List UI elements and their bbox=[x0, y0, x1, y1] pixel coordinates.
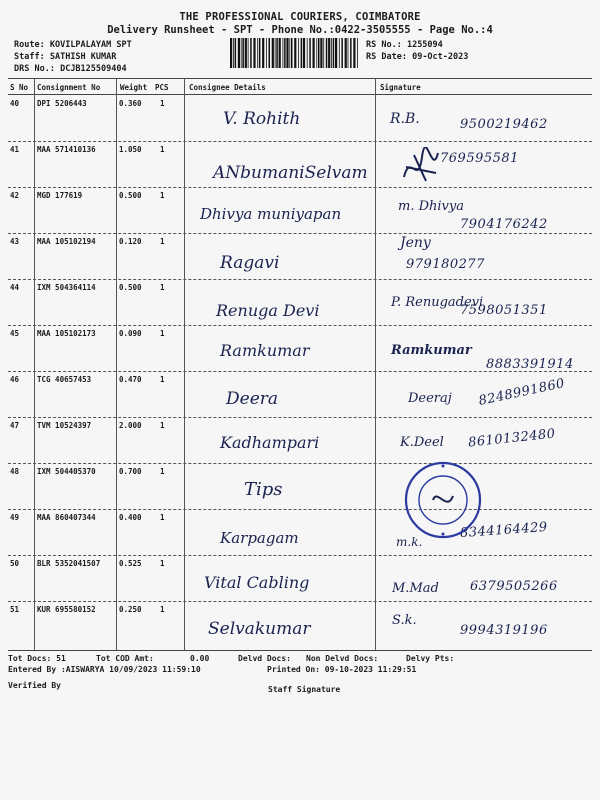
staff-label: Staff: bbox=[14, 52, 45, 62]
row-phone: 9500219462 bbox=[460, 117, 548, 132]
drs-label: DRS No.: bbox=[14, 64, 55, 74]
rs-no-line bbox=[366, 40, 443, 50]
row-pcs: 1 bbox=[160, 329, 165, 338]
row-signature: S.k. bbox=[392, 613, 417, 628]
row-sno: 47 bbox=[10, 421, 20, 430]
row-consignment: BLR 5352041507 bbox=[37, 559, 101, 568]
row-consignment: TVM 10524397 bbox=[37, 421, 92, 430]
non-delivered-docs: Non Delvd Docs: bbox=[306, 654, 379, 663]
row-consignee-handwritten: Ramkumar bbox=[220, 341, 310, 360]
row-consignee-handwritten: Kadhampari bbox=[220, 433, 320, 452]
row-consignee-handwritten: Dhivya muniyapan bbox=[200, 205, 342, 223]
company-title: THE PROFESSIONAL COURIERS, COIMBATORE bbox=[179, 11, 421, 23]
total-cod-label: Tot COD Amt: bbox=[96, 654, 154, 663]
route-value: KOVILPALAYAM SPT bbox=[49, 40, 132, 50]
barcode-image bbox=[230, 38, 360, 68]
row-weight: 0.700 bbox=[119, 467, 142, 476]
row-phone: 8610132480 bbox=[467, 426, 557, 451]
row-signature: M.Mad bbox=[392, 581, 439, 596]
col-header-signature: Signature bbox=[380, 83, 421, 92]
row-consignee-handwritten: Deera bbox=[226, 389, 279, 409]
rs-no-value: 1255094 bbox=[406, 40, 443, 50]
row-consignment: IXM 504364114 bbox=[37, 283, 96, 292]
col-header-pcs: PCS bbox=[155, 83, 169, 92]
table-row bbox=[8, 187, 592, 233]
total-cod-value: 0.00 bbox=[190, 654, 210, 663]
row-weight: 0.500 bbox=[119, 283, 142, 292]
table-row bbox=[8, 325, 592, 371]
row-consignee-handwritten: Renuga Devi bbox=[216, 301, 320, 320]
drs-line bbox=[14, 64, 127, 74]
row-sno: 43 bbox=[10, 237, 20, 246]
row-signature: m. Dhivya bbox=[398, 199, 464, 214]
rs-date-line bbox=[366, 52, 468, 62]
row-pcs: 1 bbox=[160, 283, 165, 292]
row-signature: Jeny bbox=[400, 235, 431, 251]
row-sno: 41 bbox=[10, 145, 20, 154]
row-sno: 48 bbox=[10, 467, 20, 476]
row-sno: 51 bbox=[10, 605, 20, 614]
row-consignment: MAA 105102194 bbox=[37, 237, 96, 246]
row-phone: 979180277 bbox=[406, 257, 485, 272]
row-pcs: 1 bbox=[160, 237, 165, 246]
table-row bbox=[8, 509, 592, 555]
table-row bbox=[8, 555, 592, 601]
entered-by: Entered By :AISWARYA 10/09/2023 11:59:10 bbox=[8, 665, 201, 674]
col-header-consignee: Consignee Details bbox=[189, 83, 266, 92]
rs-date-label: RS Date: bbox=[366, 52, 407, 62]
staff-signature-label: Staff Signature bbox=[268, 685, 341, 694]
col-header-weight: Weight bbox=[120, 83, 148, 92]
row-phone: 6379505266 bbox=[470, 579, 558, 594]
row-pcs: 1 bbox=[160, 421, 165, 430]
row-phone: 9994319196 bbox=[460, 623, 548, 638]
route-label: Route: bbox=[14, 40, 45, 50]
row-pcs: 1 bbox=[160, 467, 165, 476]
row-sno: 49 bbox=[10, 513, 20, 522]
row-consignment: MAA 860407344 bbox=[37, 513, 96, 522]
row-phone: 8883391914 bbox=[486, 357, 574, 372]
row-consignment: TCG 40657453 bbox=[37, 375, 92, 384]
row-consignment: MAA 571410136 bbox=[37, 145, 96, 154]
row-phone: 8344164429 bbox=[459, 519, 549, 542]
table-bottom-rule bbox=[8, 650, 592, 651]
table-row bbox=[8, 95, 592, 141]
row-consignee-handwritten: Selvakumar bbox=[208, 619, 311, 639]
row-weight: 1.050 bbox=[119, 145, 142, 154]
row-signature: Deeraj bbox=[408, 391, 452, 406]
table-row bbox=[8, 279, 592, 325]
row-pcs: 1 bbox=[160, 99, 165, 108]
printed-on: Printed On: 09-10-2023 11:29:51 bbox=[267, 665, 417, 674]
rs-no-label: RS No.: bbox=[366, 40, 402, 50]
table-row bbox=[8, 601, 592, 647]
row-sno: 50 bbox=[10, 559, 20, 568]
row-pcs: 1 bbox=[160, 605, 165, 614]
row-sno: 42 bbox=[10, 191, 20, 200]
table-row bbox=[8, 417, 592, 463]
row-signature: R.B. bbox=[390, 111, 420, 127]
row-consignee-handwritten: Vital Cabling bbox=[204, 573, 310, 592]
staff-value: SATHISH KUMAR bbox=[49, 52, 117, 62]
row-pcs: 1 bbox=[160, 191, 165, 200]
row-consignee-handwritten: V. Rohith bbox=[223, 109, 301, 129]
row-pcs: 1 bbox=[160, 559, 165, 568]
total-docs: Tot Docs: 51 bbox=[8, 654, 66, 663]
row-signature: K.Deel bbox=[400, 435, 444, 450]
row-consignment: MAA 105102173 bbox=[37, 329, 96, 338]
row-weight: 0.525 bbox=[119, 559, 142, 568]
staff-line bbox=[14, 52, 116, 62]
row-phone: 7904176242 bbox=[460, 217, 548, 232]
table-top-rule bbox=[8, 78, 592, 79]
row-weight: 0.090 bbox=[119, 329, 142, 338]
col-header-consignment: Consignment No bbox=[37, 83, 101, 92]
row-consignment: DPI 5206443 bbox=[37, 99, 87, 108]
row-weight: 0.360 bbox=[119, 99, 142, 108]
row-sno: 45 bbox=[10, 329, 20, 338]
row-consignment: IXM 504405370 bbox=[37, 467, 96, 476]
row-phone: 769595581 bbox=[440, 151, 519, 166]
row-signature: Ramkumar bbox=[391, 343, 472, 358]
row-consignee-handwritten: Karpagam bbox=[220, 529, 299, 547]
table-row bbox=[8, 141, 592, 187]
row-weight: 0.470 bbox=[119, 375, 142, 384]
row-pcs: 1 bbox=[160, 375, 165, 384]
row-consignment: MGD 177619 bbox=[37, 191, 83, 200]
delivery-points: Delvy Pts: bbox=[406, 654, 455, 663]
row-consignment: KUR 695580152 bbox=[37, 605, 96, 614]
drs-value: DCJB125509404 bbox=[60, 64, 127, 74]
table-row bbox=[8, 463, 592, 509]
row-signature: P. Renugadevi bbox=[391, 295, 484, 310]
row-sno: 40 bbox=[10, 99, 20, 108]
row-weight: 0.500 bbox=[119, 191, 142, 200]
row-consignee-handwritten: Tips bbox=[244, 479, 283, 500]
row-sno: 44 bbox=[10, 283, 20, 292]
table-row bbox=[8, 371, 592, 417]
row-weight: 0.400 bbox=[119, 513, 142, 522]
row-weight: 2.000 bbox=[119, 421, 142, 430]
row-sno: 46 bbox=[10, 375, 20, 384]
verified-by-label: Verified By bbox=[8, 681, 61, 690]
row-signature: m.k. bbox=[396, 535, 423, 549]
delivered-docs: Delvd Docs: bbox=[238, 654, 291, 663]
school-stamp-image bbox=[403, 460, 483, 540]
row-pcs: 1 bbox=[160, 513, 165, 522]
table-row bbox=[8, 233, 592, 279]
row-phone: 7598051351 bbox=[460, 303, 548, 318]
row-consignee-handwritten: ANbumaniSelvam bbox=[213, 163, 368, 183]
col-header-sno: S No bbox=[10, 83, 29, 92]
row-pcs: 1 bbox=[160, 145, 165, 154]
route-line bbox=[14, 40, 132, 50]
row-weight: 0.120 bbox=[119, 237, 142, 246]
row-phone: 8248991860 bbox=[477, 376, 567, 409]
runsheet-title: Delivery Runsheet - SPT - Phone No.:0422-3505555 - Page No.:4 bbox=[107, 24, 493, 36]
row-consignee-handwritten: Ragavi bbox=[220, 253, 280, 273]
rs-date-value: 09-Oct-2023 bbox=[412, 52, 469, 62]
row-weight: 0.250 bbox=[119, 605, 142, 614]
